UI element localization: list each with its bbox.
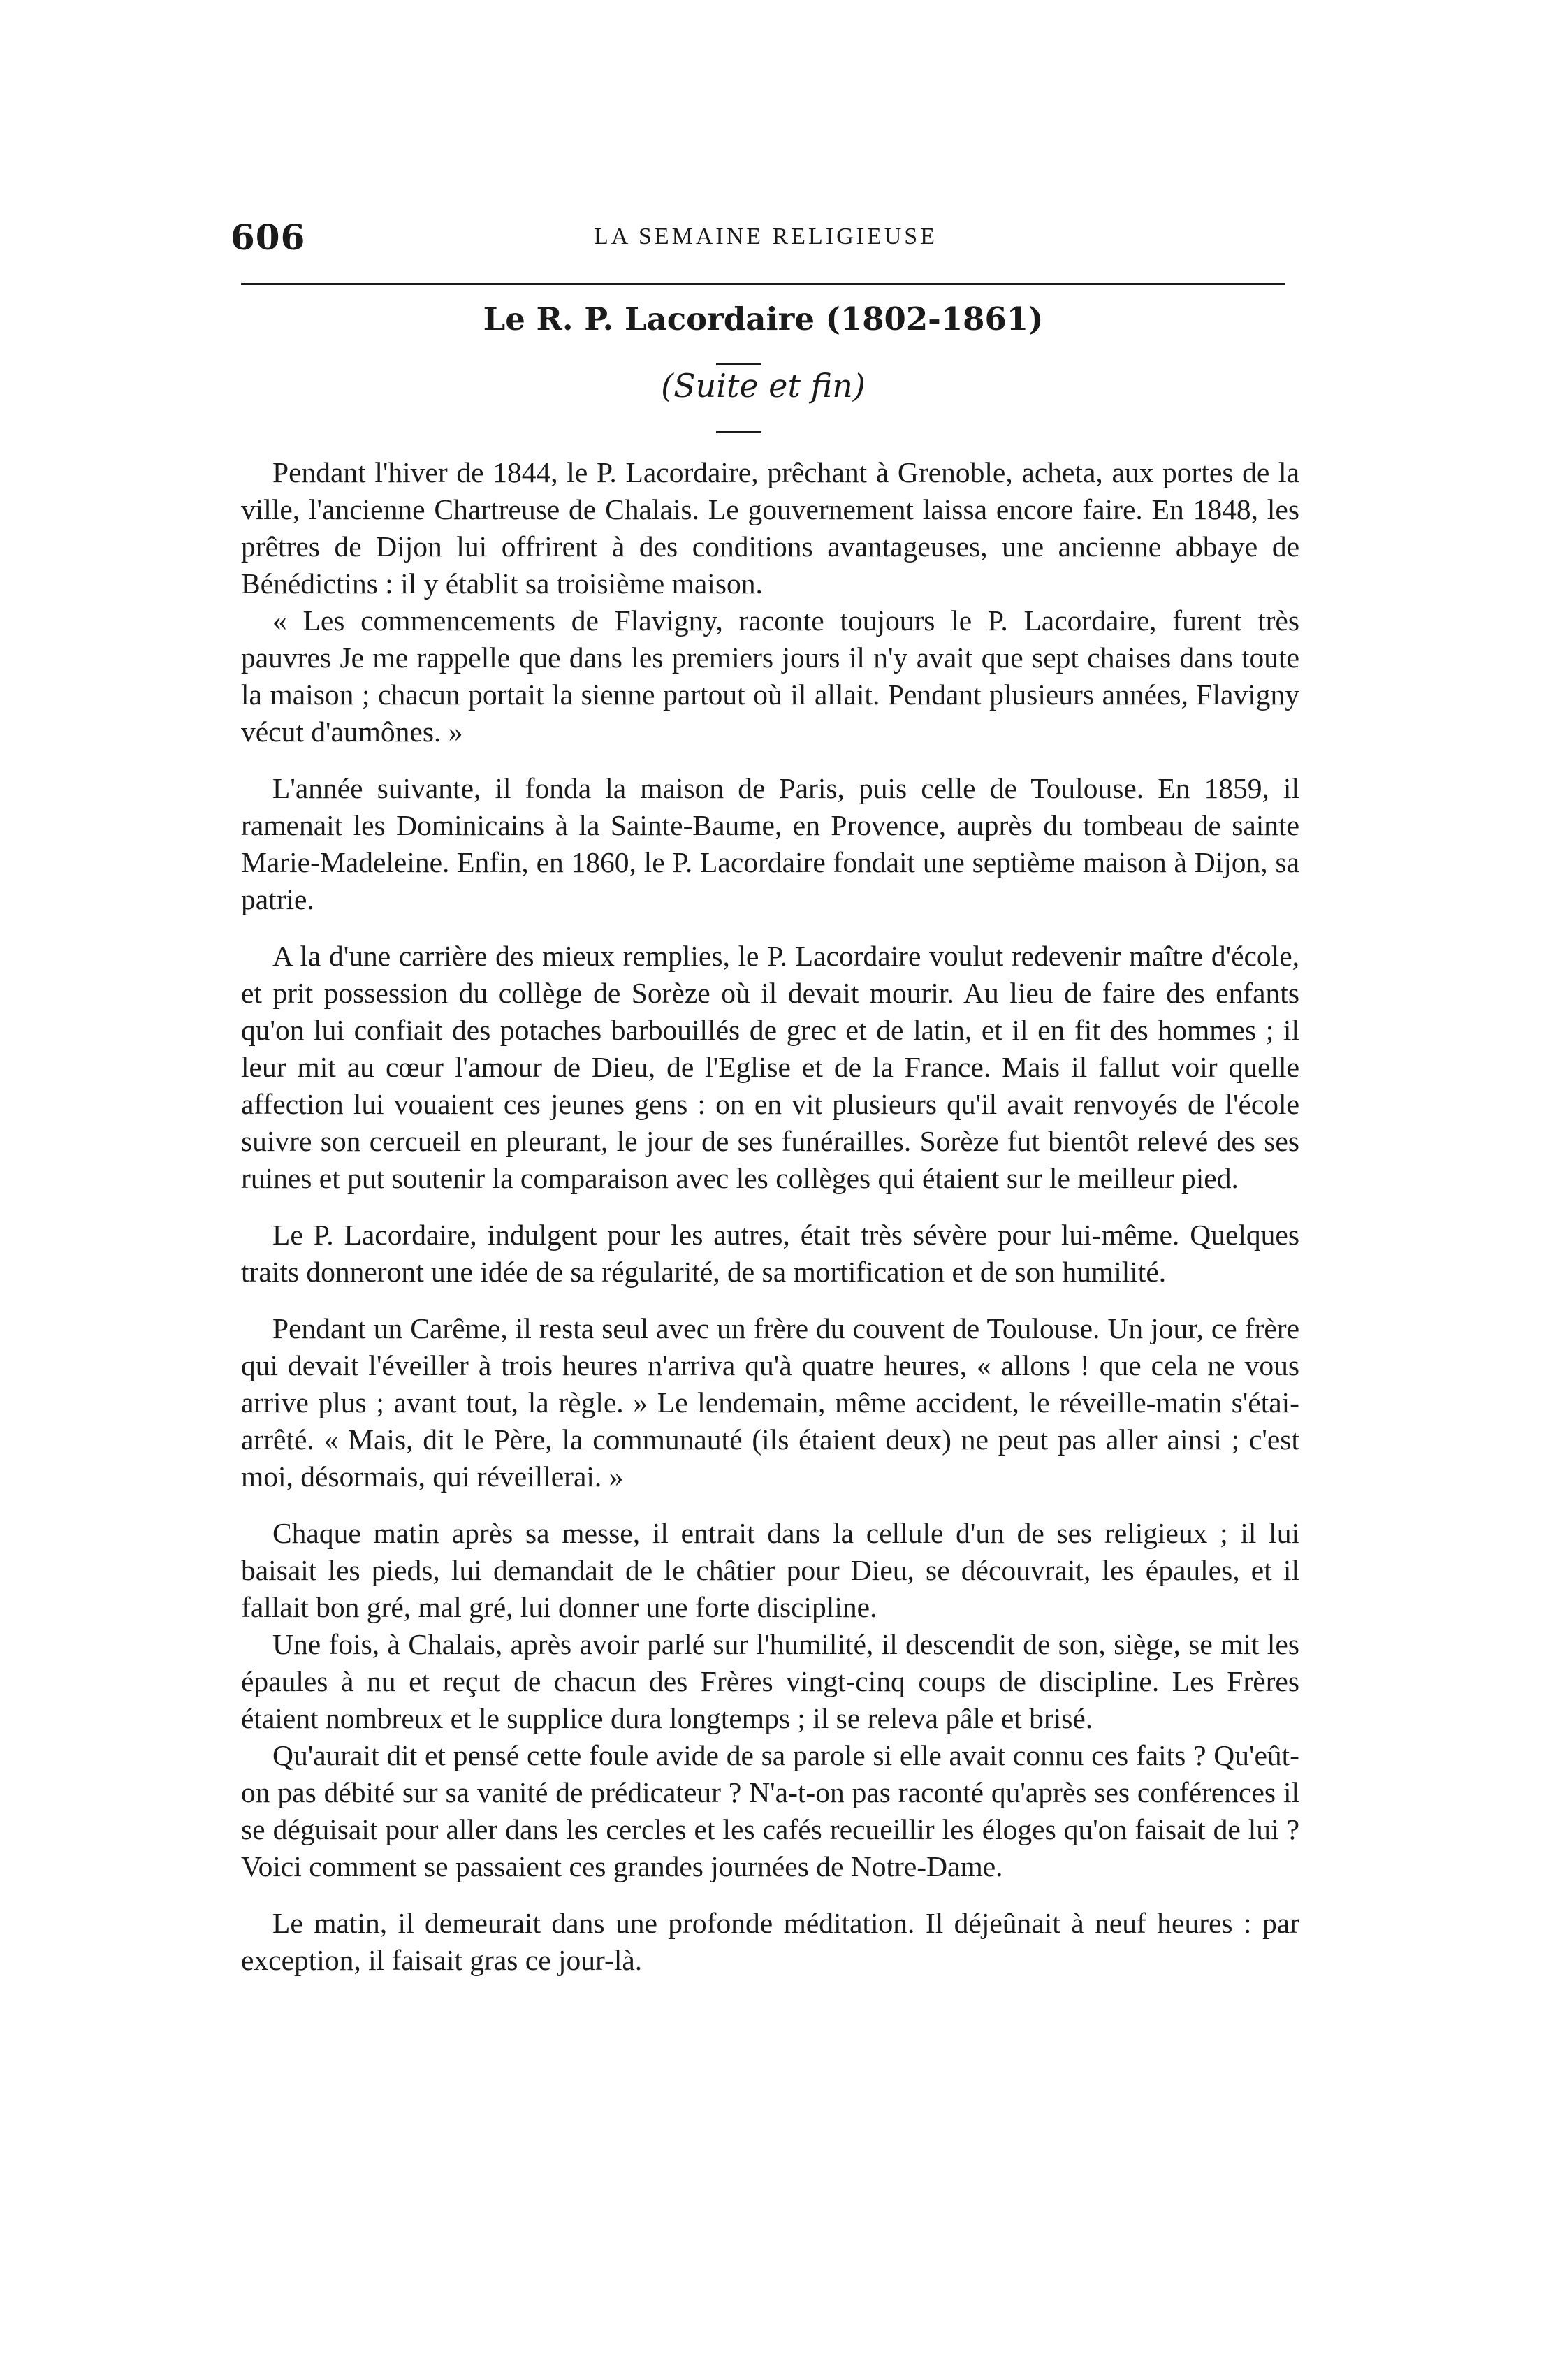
paragraph: A la d'une carrière des mieux remplies, le P. Lacordaire voulut redevenir maître d'école, et prit possession du collège de Sorèze où il devait mourir. Au lieu de faire des enfants qu'on lui confiait des potaches barbouillés de grec et de latin, et il en fit des hommes ; il leur mit au cœur l'amour de Dieu, de l'Eglise et de la France. Mais il fallut voir quelle affection lui vouaient ces jeunes gens : on en vit plusieurs qu'il avait renvoyés de l'école suivre son cercueil en pleurant, le jour de ses funérailles. Sorèze fut bientôt relevé des ses ruines et put soutenir la comparaison avec les collèges qui étaient sur le meilleur pied.	[241, 940, 1299, 1194]
paragraph: « Les commencements de Flavigny, raconte toujours le P. Lacordaire, furent très pauvres Je me rappelle que dans les premiers jours il n'y avait que sept chaises dans toute la maison ; chacun portait la sienne partout où il allait. Pendant plusieurs années, Flavigny vécut d'aumônes. »	[241, 604, 1299, 748]
paragraph: Une fois, à Chalais, après avoir parlé sur l'humilité, il descendit de son, siège, se mit les épaules à nu et reçut de chacun des Frères vingt-cinq coups de discipline. Les Frères étaient nombreux et le supplice dura longtemps ; il se releva pâle et brisé.	[241, 1628, 1299, 1734]
paragraph: Le P. Lacordaire, indulgent pour les autres, était très sévère pour lui-même. Quelques traits donneront une idée de sa régularité, de sa mortification et de son humilité.	[241, 1219, 1299, 1288]
paragraph: Le matin, il demeurait dans une profonde méditation. Il déjeûnait à neuf heures : par exception, il faisait gras ce jour-là.	[241, 1907, 1299, 1976]
paragraph: Qu'aurait dit et pensé cette foule avide de sa parole si elle avait connu ces faits ? Qu'eût-on pas débité sur sa vanité de prédicateur ? N'a-t-on pas raconté qu'après ses conférences il se déguisait pour aller dans les cercles et les cafés recueillir les éloges qu'on faisait de lui ? Voici comment se passaient ces grandes journées de Notre-Dame.	[241, 1739, 1299, 1882]
paragraph: L'année suivante, il fonda la maison de Paris, puis celle de Toulouse. En 1859, il ramenait les Dominicains à la Sainte-Baume, en Provence, auprès du tombeau de sainte Marie-Madeleine. Enfin, en 1860, le P. Lacordaire fondait une septième maison à Dijon, sa patrie.	[241, 772, 1299, 915]
paragraph: Chaque matin après sa messe, il entrait dans la cellule d'un de ses religieux ; il lui baisait les pieds, lui demandait de le châtier pour Dieu, se découvrait, les épaules, et il fallait bon gré, mal gré, lui donner une forte discipline.	[241, 1517, 1299, 1623]
article-title: Le R. P. Lacordaire (1802-1861)	[483, 300, 1044, 338]
paragraph: Pendant l'hiver de 1844, le P. Lacordaire, prêchant à Grenoble, acheta, aux portes de la ville, l'ancienne Chartreuse de Chalais. Le gouvernement laissa encore faire. En 1848, les prêtres de Dijon lui offrirent à des conditions avantageuses, une ancienne abbaye de Bénédictins : il y établit sa troisième maison.	[241, 456, 1299, 600]
article-subtitle: (Suite et fin)	[661, 367, 866, 405]
running-title: LA SEMAINE RELIGIEUSE	[594, 224, 938, 249]
title-divider	[716, 363, 761, 365]
subtitle-divider	[716, 431, 761, 433]
page-header	[231, 210, 1285, 266]
paragraph: Pendant un Carême, il resta seul avec un frère du couvent de Toulouse. Un jour, ce frère qui devait l'éveiller à trois heures n'arriva qu'à quatre heures, « allons ! que cela ne vous arrive plus ; avant tout, la règle. » Le lendemain, même accident, le réveille-matin s'étai- arrêté. « Mais, dit le Père, la communauté (ils étaient deux) ne peut pas aller ainsi ; c'est moi, désormais, qui réveillerai. »	[241, 1312, 1299, 1493]
page-number: 606	[231, 217, 306, 258]
article-body	[241, 454, 1299, 1979]
header-rule	[241, 283, 1285, 285]
